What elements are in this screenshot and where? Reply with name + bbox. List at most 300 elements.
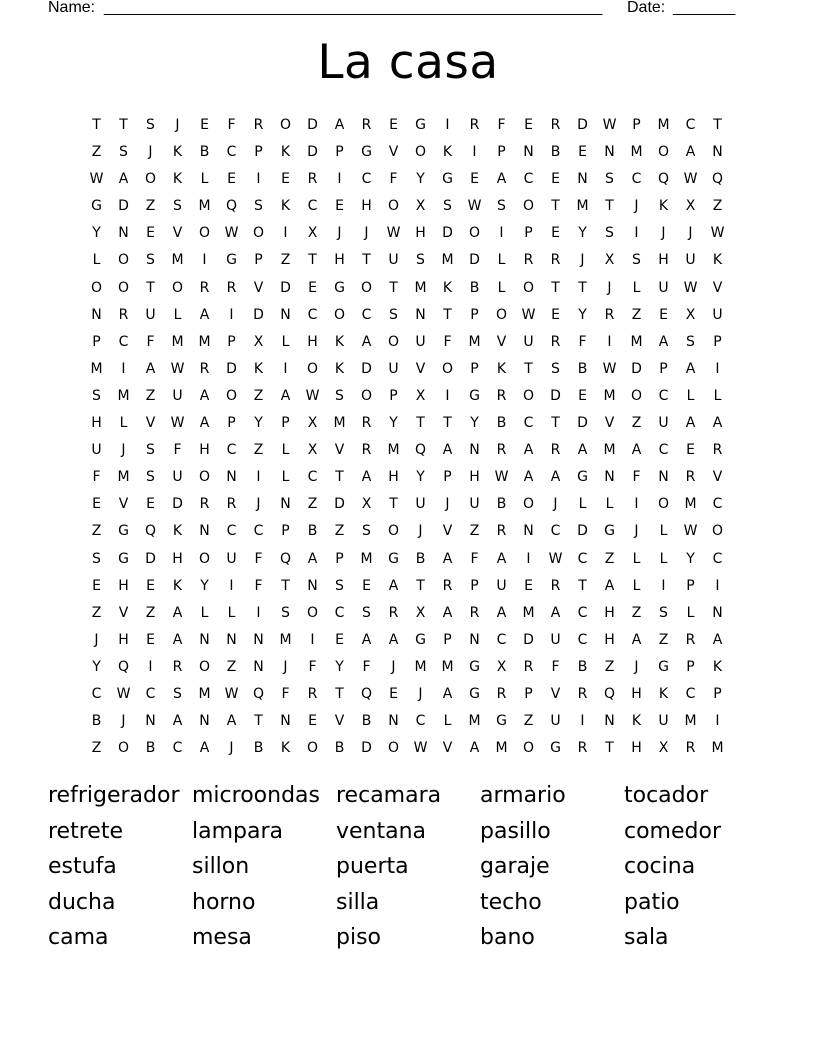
grid-letter: Q (603, 685, 616, 702)
grid-letter: L (173, 306, 182, 323)
grid-letter: R (496, 387, 507, 404)
grid-letter: E (551, 225, 560, 242)
grid-letter: K (712, 658, 723, 675)
grid-letter: P (281, 415, 290, 432)
grid-letter: Z (631, 415, 642, 432)
grid-letter: H (118, 577, 129, 594)
grid-letter: M (468, 333, 481, 350)
grid-letter: V (334, 713, 345, 730)
grid-letter: H (199, 442, 210, 459)
grid-letter: G (415, 117, 426, 133)
grid-letter: O (360, 387, 373, 404)
grid-letter: Z (334, 523, 345, 540)
grid-letter: N (658, 469, 669, 486)
grid-letter: L (200, 171, 209, 188)
grid-letter: U (388, 360, 399, 377)
grid-letter: U (658, 713, 669, 730)
grid-letter: Y (335, 658, 344, 675)
grid-letter: A (280, 387, 291, 404)
grid-letter: M (117, 387, 130, 404)
grid-letter: M (90, 360, 103, 377)
grid-letter: D (172, 496, 183, 513)
grid-letter: I (715, 713, 720, 730)
grid-letter: S (551, 360, 560, 377)
word-bank-item: cama (48, 925, 109, 951)
grid-letter: A (199, 387, 210, 404)
grid-letter: F (578, 333, 587, 350)
grid-letter: O (198, 225, 211, 242)
grid-letter: T (443, 415, 452, 432)
grid-letter: U (91, 442, 102, 459)
grid-letter: W (494, 469, 509, 486)
grid-letter: S (605, 171, 614, 188)
grid-letter: Y (470, 415, 479, 432)
grid-letter: P (686, 577, 695, 594)
grid-letter: O (306, 360, 319, 377)
grid-letter: R (496, 442, 507, 459)
grid-letter: W (89, 171, 104, 188)
grid-letter: R (199, 279, 210, 296)
grid-letter: Y (92, 658, 101, 675)
word-bank-item: tocador (624, 783, 709, 808)
grid-letter: T (578, 279, 587, 296)
grid-letter: F (308, 658, 317, 675)
grid-letter: S (659, 604, 668, 621)
grid-letter: Q (225, 198, 238, 215)
grid-letter: N (523, 523, 534, 540)
grid-letter: M (522, 604, 535, 621)
word-bank-item: mesa (192, 925, 252, 951)
grid-letter: D (361, 360, 372, 377)
grid-letter: T (551, 279, 560, 296)
grid-letter: B (550, 144, 561, 161)
grid-letter: K (442, 279, 453, 296)
grid-letter: I (121, 360, 126, 377)
grid-letter: W (305, 387, 320, 404)
grid-letter: I (607, 333, 612, 350)
grid-letter: O (657, 144, 670, 161)
grid-letter: G (469, 685, 480, 702)
grid-letter: Z (631, 306, 642, 323)
grid-letter: T (578, 577, 587, 594)
grid-letter: O (225, 387, 238, 404)
grid-letter: O (522, 387, 535, 404)
grid-letter: P (686, 658, 695, 675)
grid-letter: K (658, 198, 669, 215)
grid-letter: Q (414, 442, 427, 459)
grid-letter: B (199, 144, 210, 161)
grid-letter: C (523, 171, 534, 188)
word-bank-item: patio (624, 889, 680, 915)
grid-letter: E (389, 117, 398, 133)
grid-letter: M (198, 333, 211, 350)
grid-letter: A (199, 740, 210, 757)
grid-letter: F (281, 685, 290, 702)
grid-letter: S (281, 604, 290, 621)
grid-letter: I (445, 117, 450, 133)
grid-letter: I (715, 577, 720, 594)
grid-letter: R (118, 306, 129, 323)
grid-letter: D (523, 631, 534, 648)
grid-letter: N (280, 306, 291, 323)
grid-letter: O (252, 225, 265, 242)
grid-letter: E (200, 117, 209, 133)
grid-letter: M (603, 442, 616, 459)
grid-letter: C (577, 631, 588, 648)
grid-letter: R (496, 685, 507, 702)
grid-letter: A (172, 713, 183, 730)
grid-letter: Y (416, 469, 425, 486)
grid-letter: T (335, 685, 344, 702)
grid-letter: G (388, 550, 399, 567)
grid-letter: N (145, 713, 156, 730)
grid-letter: L (578, 496, 587, 513)
grid-letter: M (171, 252, 184, 269)
grid-letter: A (496, 171, 507, 188)
grid-letter: U (550, 631, 561, 648)
grid-letter: T (605, 740, 614, 757)
grid-letter: O (198, 658, 211, 675)
grid-letter: C (334, 604, 345, 621)
grid-letter: U (172, 469, 183, 486)
grid-letter: L (632, 550, 641, 567)
grid-letter: J (337, 225, 342, 242)
grid-letter: V (550, 685, 561, 702)
grid-letter: C (712, 550, 723, 567)
grid-letter: M (684, 496, 697, 513)
grid-letter: K (712, 252, 723, 269)
grid-letter: Z (145, 387, 156, 404)
grid-letter: G (496, 713, 507, 730)
date-label: Date: (627, 0, 666, 16)
grid-letter: Y (389, 415, 398, 432)
grid-letter: E (389, 685, 398, 702)
grid-letter: X (361, 496, 372, 513)
grid-letter: F (92, 469, 101, 486)
grid-letter: O (522, 740, 535, 757)
grid-letter: W (548, 550, 563, 567)
grid-letter: K (631, 713, 642, 730)
grid-letter: B (91, 713, 102, 730)
grid-letter: W (521, 306, 536, 323)
grid-letter: C (226, 442, 237, 459)
grid-letter: B (334, 740, 345, 757)
grid-letter: E (524, 117, 533, 133)
grid-letter: N (712, 604, 723, 621)
grid-letter: C (118, 333, 129, 350)
grid-letter: W (116, 685, 131, 702)
grid-letter: P (335, 550, 344, 567)
grid-letter: O (657, 496, 670, 513)
grid-letter: S (362, 523, 371, 540)
grid-letter: J (283, 658, 288, 675)
grid-letter: O (144, 171, 157, 188)
grid-letter: D (334, 496, 345, 513)
grid-letter: U (550, 713, 561, 730)
grid-letter: F (227, 117, 236, 133)
grid-letter: K (334, 333, 345, 350)
grid-letter: L (227, 604, 236, 621)
grid-letter: S (173, 198, 182, 215)
grid-letter: O (387, 333, 400, 350)
grid-letter: A (361, 631, 372, 648)
grid-letter: Z (91, 604, 102, 621)
word-bank-item: piso (336, 925, 381, 951)
grid-letter: F (443, 333, 452, 350)
grid-letter: Q (657, 171, 670, 188)
grid-letter: E (551, 306, 560, 323)
grid-letter: W (224, 225, 239, 242)
grid-letter: N (280, 713, 291, 730)
grid-letter: C (145, 685, 156, 702)
grid-letter: Z (307, 496, 318, 513)
grid-letter: K (280, 198, 291, 215)
grid-letter: K (172, 523, 183, 540)
word-bank-item: microondas (192, 783, 320, 808)
grid-letter: M (684, 713, 697, 730)
grid-letter: G (361, 144, 372, 161)
grid-letter: V (334, 442, 345, 459)
grid-letter: J (634, 658, 639, 675)
grid-letter: N (226, 631, 237, 648)
grid-letter: I (499, 225, 504, 242)
grid-letter: J (364, 225, 369, 242)
grid-letter: F (470, 550, 479, 567)
grid-letter: X (685, 306, 696, 323)
grid-letter: T (416, 415, 425, 432)
grid-letter: V (712, 279, 723, 296)
grid-letter: B (415, 550, 426, 567)
grid-letter: W (170, 415, 185, 432)
grid-letter: N (307, 577, 318, 594)
grid-letter: I (310, 631, 315, 648)
grid-letter: C (496, 631, 507, 648)
grid-letter: M (657, 117, 670, 133)
grid-letter: O (522, 496, 535, 513)
word-bank-item: garaje (480, 854, 550, 880)
grid-letter: R (361, 442, 372, 459)
grid-letter: O (522, 279, 535, 296)
word-bank-item: sala (624, 925, 669, 951)
grid-letter: R (712, 442, 723, 459)
word-bank-item: bano (480, 925, 535, 951)
grid-letter: H (334, 252, 345, 269)
grid-letter: C (226, 523, 237, 540)
grid-letter: I (229, 306, 234, 323)
page-title: La casa (317, 35, 499, 90)
grid-letter: K (280, 144, 291, 161)
grid-letter: A (658, 333, 669, 350)
grid-letter: J (391, 658, 396, 675)
grid-letter: P (470, 360, 479, 377)
grid-letter: E (146, 496, 155, 513)
grid-letter: Q (117, 658, 130, 675)
word-bank-item: estufa (48, 854, 117, 880)
grid-letter: E (524, 577, 533, 594)
grid-letter: J (445, 496, 450, 513)
grid-letter: Q (279, 550, 292, 567)
grid-letter: G (658, 658, 669, 675)
grid-letter: T (389, 279, 398, 296)
grid-letter: V (604, 415, 615, 432)
grid-letter: N (469, 442, 480, 459)
grid-letter: W (602, 117, 617, 133)
grid-letter: R (523, 658, 534, 675)
grid-letter: W (170, 360, 185, 377)
word-bank-item: ventana (336, 818, 427, 844)
grid-letter: A (199, 306, 210, 323)
grid-letter: A (523, 442, 534, 459)
word-bank-item: refrigerador (48, 783, 180, 808)
grid-letter: G (118, 550, 129, 567)
grid-letter: X (415, 387, 426, 404)
grid-letter: D (550, 387, 561, 404)
grid-letter: W (467, 198, 482, 215)
grid-letter: N (577, 171, 588, 188)
grid-letter: O (90, 279, 103, 296)
grid-letter: A (361, 469, 372, 486)
date-blank-line: _______ (673, 0, 736, 16)
grid-letter: N (415, 306, 426, 323)
grid-letter: E (686, 442, 695, 459)
grid-letter: J (229, 740, 234, 757)
grid-letter: N (226, 469, 237, 486)
grid-letter: Z (253, 387, 264, 404)
word-bank-item: silla (336, 889, 380, 915)
grid-letter: O (387, 523, 400, 540)
grid-letter: R (253, 117, 264, 133)
grid-letter: W (386, 225, 401, 242)
grid-letter: C (685, 117, 696, 133)
grid-letter: M (198, 685, 211, 702)
grid-letter: S (146, 469, 155, 486)
grid-letter: B (577, 658, 588, 675)
grid-letter: J (634, 523, 639, 540)
grid-letter: B (307, 523, 318, 540)
grid-letter: W (683, 523, 698, 540)
grid-letter: M (171, 333, 184, 350)
grid-letter: M (279, 631, 292, 648)
grid-letter: M (630, 333, 643, 350)
word-bank-item: sillon (192, 854, 250, 880)
grid-letter: I (283, 360, 288, 377)
grid-letter: F (173, 442, 182, 459)
grid-letter: W (683, 279, 698, 296)
grid-letter: O (522, 198, 535, 215)
grid-letter: L (659, 550, 668, 567)
grid-letter: P (659, 360, 668, 377)
grid-letter: M (117, 469, 130, 486)
grid-letter: E (578, 387, 587, 404)
grid-letter: P (443, 469, 452, 486)
grid-letter: D (631, 360, 642, 377)
grid-letter: R (226, 496, 237, 513)
grid-letter: O (414, 144, 427, 161)
grid-letter: S (335, 577, 344, 594)
grid-letter: E (578, 144, 587, 161)
grid-letter: P (713, 333, 722, 350)
grid-letter: D (307, 144, 318, 161)
grid-letter: U (712, 306, 723, 323)
grid-letter: E (281, 171, 290, 188)
grid-letter: S (605, 225, 614, 242)
grid-letter: C (361, 306, 372, 323)
grid-letter: A (334, 117, 345, 133)
grid-letter: K (172, 171, 183, 188)
grid-letter: Q (360, 685, 373, 702)
grid-letter: U (523, 333, 534, 350)
grid-letter: N (199, 713, 210, 730)
grid-letter: P (335, 144, 344, 161)
grid-letter: O (360, 279, 373, 296)
grid-letter: F (254, 577, 263, 594)
grid-letter: L (659, 523, 668, 540)
grid-letter: U (469, 496, 480, 513)
grid-letter: G (91, 198, 102, 215)
grid-letter: Z (604, 550, 615, 567)
grid-letter: C (172, 740, 183, 757)
grid-letter: X (415, 198, 426, 215)
grid-letter: T (308, 252, 317, 269)
grid-letter: P (227, 415, 236, 432)
grid-letter: E (308, 279, 317, 296)
grid-letter: U (145, 306, 156, 323)
grid-letter: C (712, 496, 723, 513)
grid-letter: H (91, 415, 102, 432)
grid-letter: Y (686, 550, 695, 567)
grid-letter: F (362, 658, 371, 675)
grid-letter: T (605, 198, 614, 215)
grid-letter: M (387, 442, 400, 459)
name-blank-line: ________________________________________________________ (104, 0, 603, 16)
word-bank-item: puerta (336, 854, 409, 880)
grid-letter: U (388, 252, 399, 269)
grid-letter: Z (469, 523, 480, 540)
grid-letter: E (551, 171, 560, 188)
grid-letter: V (388, 144, 399, 161)
grid-letter: O (306, 604, 319, 621)
grid-letter: T (443, 306, 452, 323)
grid-letter: M (603, 387, 616, 404)
grid-letter: M (360, 550, 373, 567)
grid-letter: E (146, 631, 155, 648)
grid-letter: D (226, 360, 237, 377)
grid-letter: Z (253, 442, 264, 459)
grid-letter: E (92, 496, 101, 513)
grid-letter: Q (144, 523, 157, 540)
grid-letter: R (550, 577, 561, 594)
grid-letter: O (468, 225, 481, 242)
grid-letter: I (283, 225, 288, 242)
grid-letter: R (604, 306, 615, 323)
grid-letter: H (415, 225, 426, 242)
grid-letter: T (119, 117, 128, 133)
grid-letter: A (685, 360, 696, 377)
grid-letter: B (577, 360, 588, 377)
grid-letter: Y (92, 225, 101, 242)
grid-letter: A (550, 469, 561, 486)
grid-letter: P (254, 252, 263, 269)
grid-letter: G (469, 387, 480, 404)
grid-letter: V (442, 523, 453, 540)
grid-letter: D (118, 198, 129, 215)
grid-letter: R (685, 631, 696, 648)
grid-letter: O (306, 740, 319, 757)
grid-letter: N (712, 144, 723, 161)
grid-letter: Z (145, 604, 156, 621)
grid-letter: I (634, 225, 639, 242)
grid-letter: V (118, 496, 129, 513)
